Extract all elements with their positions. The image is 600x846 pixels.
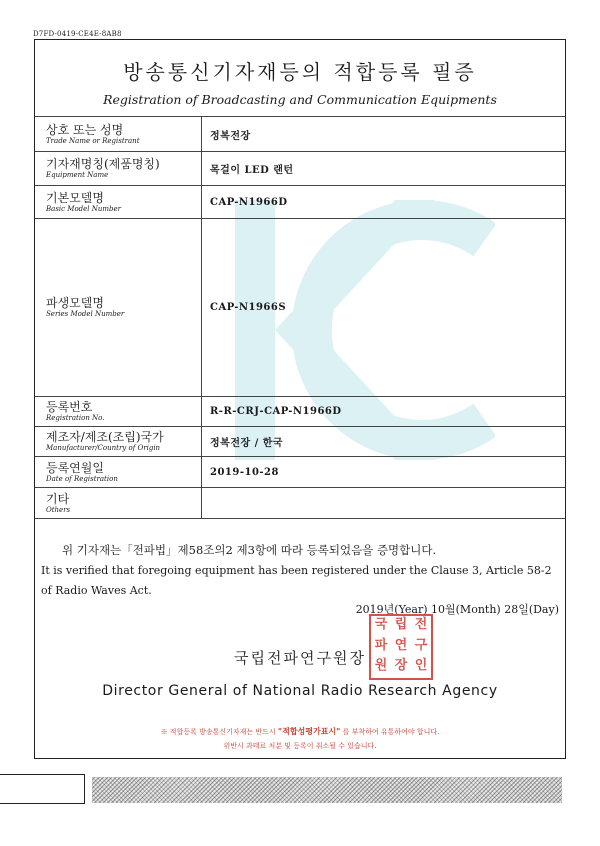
field-value-others	[202, 488, 566, 519]
registration-table	[35, 116, 565, 519]
field-label-ko: 기타	[46, 491, 70, 506]
issue-date: 2019년(Year) 10월(Month) 28일(Day)	[355, 603, 559, 616]
field-label-ko: 등록연월일	[46, 460, 104, 475]
table-row	[35, 186, 565, 219]
field-label-ko: 기본모델명	[46, 190, 104, 205]
certificate-title-ko: 방송통신기자재등의 적합등록 필증	[123, 60, 477, 84]
field-label-en: Date of Registration	[46, 474, 118, 483]
field-label-en: Trade Name or Registrant	[46, 136, 140, 145]
notice-penalty: 위반시 과태료 처분 및 등록이 취소될 수 있습니다.	[223, 742, 377, 750]
field-value-registration-date: 2019-10-28	[202, 457, 566, 488]
footer-box	[0, 774, 85, 804]
issuing-authority-ko: 국립전파연구원장	[234, 649, 366, 667]
field-label-en: Equipment Name	[46, 171, 109, 179]
security-pattern-strip	[92, 777, 562, 803]
table-row	[35, 427, 565, 457]
field-value-series-model: CAP-N1966S	[202, 219, 566, 397]
field-label-en: Series Model Number	[46, 310, 125, 318]
issuing-authority-en: Director General of National Radio Research Agency	[102, 683, 498, 699]
certificate-frame	[34, 39, 566, 759]
field-value-equipment-name: 목걸이 LED 랜턴	[202, 152, 566, 186]
notice-mark-label: "적합성평가표시"	[277, 726, 341, 736]
field-label-ko: 파생모델명	[46, 296, 104, 310]
official-seal: 국 립 전 파 연 구 원 장 인	[369, 614, 433, 680]
certification-statement-en: It is verified that foregoing equipment has been registered under the Clause 3, Article 58-2 of Radio Waves Act.	[41, 564, 552, 597]
field-label-ko: 기자재명칭(제품명칭)	[46, 157, 160, 171]
field-label-en: Basic Model Number	[46, 204, 122, 213]
field-label-ko: 상호 또는 성명	[46, 122, 124, 137]
field-value-manufacturer: 정복전장 / 한국	[202, 427, 566, 457]
table-row	[35, 117, 565, 152]
table-row	[35, 152, 565, 186]
field-value-trade-name: 정복전장	[202, 117, 566, 152]
table-row	[35, 457, 565, 488]
document-id: D7FD-0419-CE4E-8AB8	[33, 30, 122, 38]
kc-mark-notice	[35, 724, 565, 753]
field-label-ko: 제조자/제조(조립)국가	[46, 430, 164, 444]
table-row	[35, 488, 565, 519]
field-label-en: Manufacturer/Country of Origin	[46, 444, 161, 452]
table-row	[35, 397, 565, 427]
notice-text: 를 부착하여 유통하여야 합니다.	[342, 728, 440, 736]
notice-text: ※ 적합등록 방송통신기자재는 반드시	[160, 728, 276, 736]
field-label-en: Others	[46, 505, 71, 514]
certificate-title-en: Registration of Broadcasting and Communication Equipments	[103, 92, 497, 107]
certification-statement-ko: 위 기자재는「전파법」제58조의2 제3항에 따라 등록되었음을 증명합니다.	[62, 543, 437, 557]
field-label-en: Registration No.	[46, 414, 105, 422]
field-value-registration-no: R-R-CRJ-CAP-N1966D	[202, 397, 566, 427]
field-label-ko: 등록번호	[46, 400, 93, 414]
field-value-basic-model: CAP-N1966D	[202, 186, 566, 219]
table-row	[35, 219, 565, 397]
